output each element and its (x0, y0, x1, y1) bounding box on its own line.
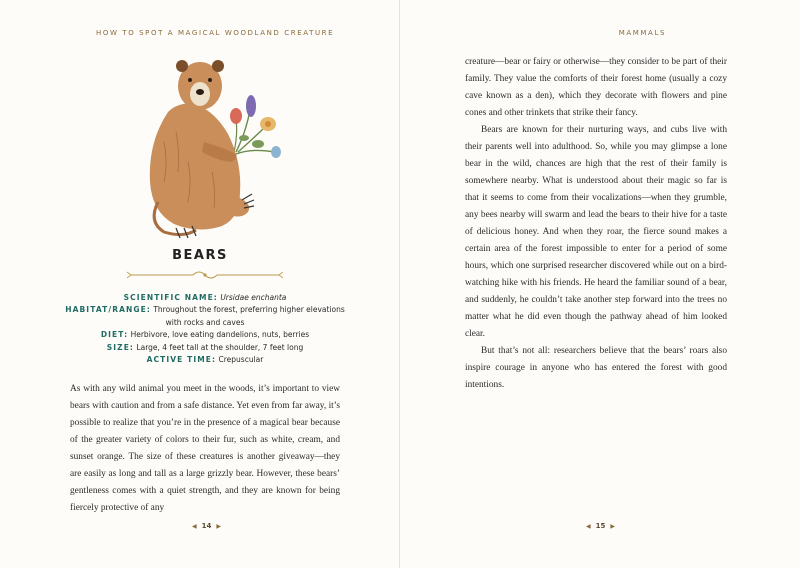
body-paragraph: As with any wild animal you meet in the woods, it’s important to view bears with caution and from a safe distance. Yet even from far away, it’s possible to realize that you’re in the presence of a magical bear because of the greater variety of colors to their fur, such as white, cream, and sunset orange. The size of these creatures is another giveaway—they are easily as long and tall as a large grizzly bear. However, these bears’ gentleness comes with a quiet strength, and they are known for being fiercely protective of any (70, 384, 340, 513)
body-paragraph-1: creature—bear or fairy or otherwise—they consider to be part of their family. They value the comforts of their forest home (usually a cozy cave known as a den), which they decorate with flowers and pine cones and other trinkets that strike their fancy. (465, 57, 727, 118)
running-head-right: MAMMALS (618, 29, 666, 37)
fact-label: SCIENTIFIC NAME: (123, 293, 218, 302)
fact-active-time (60, 354, 350, 366)
fact-label: SIZE: (106, 342, 135, 352)
fact-label: ACTIVE TIME: (146, 355, 217, 365)
fact-value: Ursidae enchanta (220, 293, 287, 302)
fact-scientific-name (60, 292, 350, 304)
page-number-right (586, 522, 615, 530)
fact-diet (60, 329, 350, 341)
fact-size (60, 342, 350, 354)
fact-habitat (60, 304, 350, 329)
page-number-left (192, 522, 221, 530)
fact-value: Large, 4 feet tall at the shoulder, 7 feet long (136, 342, 304, 352)
right-body-text (465, 54, 727, 394)
left-body-text (70, 381, 340, 517)
folio-right-arrow-icon: ▶ (216, 522, 221, 530)
fact-value: Herbivore, love eating dandelions, nuts, berries (130, 330, 310, 340)
bear-illustration (128, 52, 284, 248)
bear-head (176, 60, 224, 110)
decorative-divider (127, 269, 283, 281)
folio-left-arrow-icon: ◀ (192, 522, 197, 530)
creature-title: BEARS (172, 248, 228, 263)
fact-label: HABITAT/RANGE: (65, 305, 151, 315)
running-head-left: HOW TO SPOT A MAGICAL WOODLAND CREATURE (96, 29, 335, 37)
fact-list (60, 292, 350, 366)
body-paragraph-3: But that’s not all: researchers believe that the bears’ roars also inspire courage in anyone who has entered the forest with good intentions. (465, 346, 727, 390)
flower-bouquet (230, 95, 281, 158)
bear-body (150, 104, 254, 238)
right-page (400, 0, 800, 568)
folio-left-arrow-icon: ◀ (586, 522, 591, 530)
fact-value: Crepuscular (218, 355, 264, 365)
page-number: 15 (595, 522, 606, 530)
body-paragraph-2: Bears are known for their nurturing ways, and cubs live with their parents well into adulthood. So, while you may glimpse a lone bear in the wild, chances are high that the rest of their family is somewhere nearby. What is understood about their magic so far is that it seems to come from their vocalizations—when they grumble, any bees nearby will swarm and lead the bears to their hive for a taste of delicious honey. And when they roar, the fierce sound makes a certain area of the forest impossible to enter for a period of some hours, which one surprised researcher discovered while out on a bird-watching hike with his friends. He heard the familiar sound of a bear, and suddenly, he couldn’t take another step forward into the trees no matter what he did even though the pathway ahead of him looked clear. (465, 125, 727, 339)
page-number: 14 (201, 522, 212, 530)
fact-value: Throughout the forest, preferring higher elevations with rocks and caves (153, 305, 345, 327)
fact-label: DIET: (100, 330, 129, 340)
folio-right-arrow-icon: ▶ (610, 522, 615, 530)
